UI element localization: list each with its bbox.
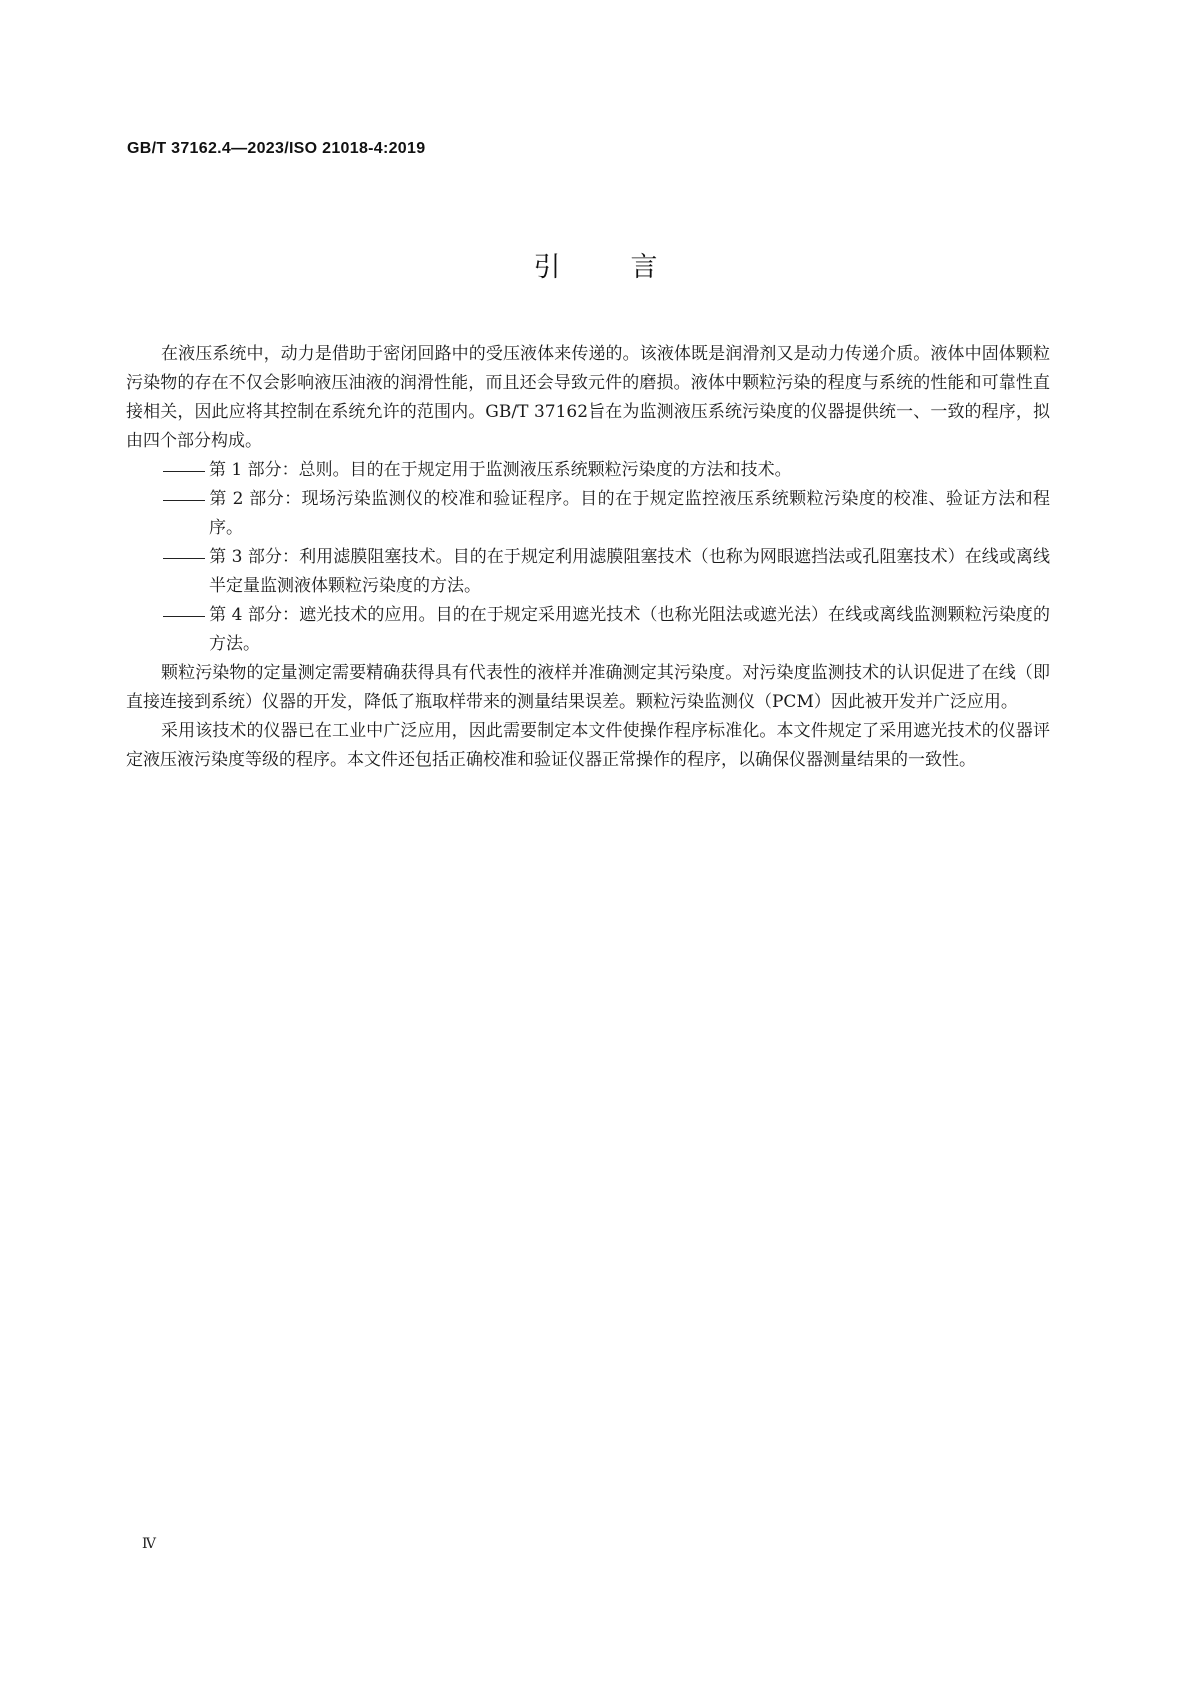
list-dash: [161, 456, 209, 485]
list-item-part-4: [126, 601, 1050, 659]
list-item-part-3: [126, 543, 1050, 601]
standard-number-header: GB/T 37162.4—2023/ISO 21018-4:2019: [127, 140, 426, 157]
list-item-part-2: [126, 485, 1050, 543]
intro-paragraph-3: 采用该技术的仪器已在工业中广泛应用，因此需要制定本文件使操作程序标准化。本文件规定了采用遮光技术的仪器评定液压液污染度等级的程序。本文件还包括正确校准和验证仪器正常操作的程序，以确保仪器测量结果的一致性。: [126, 721, 1050, 770]
section-title: 引言: [533, 252, 728, 283]
list-item-text: 第 1 部分：总则。目的在于规定用于监测液压系统颗粒污染度的方法和技术。: [209, 460, 792, 480]
list-dash: [161, 601, 209, 630]
list-dash: [161, 485, 209, 514]
list-item-part-1: [126, 456, 1050, 485]
list-dash: [161, 543, 209, 572]
intro-paragraph-2: 颗粒污染物的定量测定需要精确获得具有代表性的液样并准确测定其污染度。对污染度监测技术的认识促进了在线（即直接连接到系统）仪器的开发，降低了瓶取样带来的测量结果误差。颗粒污染监测仪（PCM）因此被开发并广泛应用。: [126, 663, 1050, 712]
list-item-text: 第 4 部分：遮光技术的应用。目的在于规定采用遮光技术（也称光阻法或遮光法）在线或离线监测颗粒污染度的方法。: [209, 605, 1050, 654]
intro-paragraph-1: 在液压系统中，动力是借助于密闭回路中的受压液体来传递的。该液体既是润滑剂又是动力传递介质。液体中固体颗粒污染物的存在不仅会影响液压油液的润滑性能，而且还会导致元件的磨损。液体中颗粒污染的程度与系统的性能和可靠性直接相关，因此应将其控制在系统允许的范围内。GB/T 37162旨在为监测液压系统污染度的仪器提供统一、一致的程序，拟由四个部分构成。: [126, 344, 1050, 451]
list-item-text: 第 2 部分：现场污染监测仪的校准和验证程序。目的在于规定监控液压系统颗粒污染度的校准、验证方法和程序。: [209, 489, 1050, 538]
page-number: Ⅳ: [142, 1536, 156, 1552]
list-item-text: 第 3 部分：利用滤膜阻塞技术。目的在于规定利用滤膜阻塞技术（也称为网眼遮挡法或孔阻塞技术）在线或离线半定量监测液体颗粒污染度的方法。: [209, 547, 1050, 596]
introduction-body: [126, 340, 1050, 775]
